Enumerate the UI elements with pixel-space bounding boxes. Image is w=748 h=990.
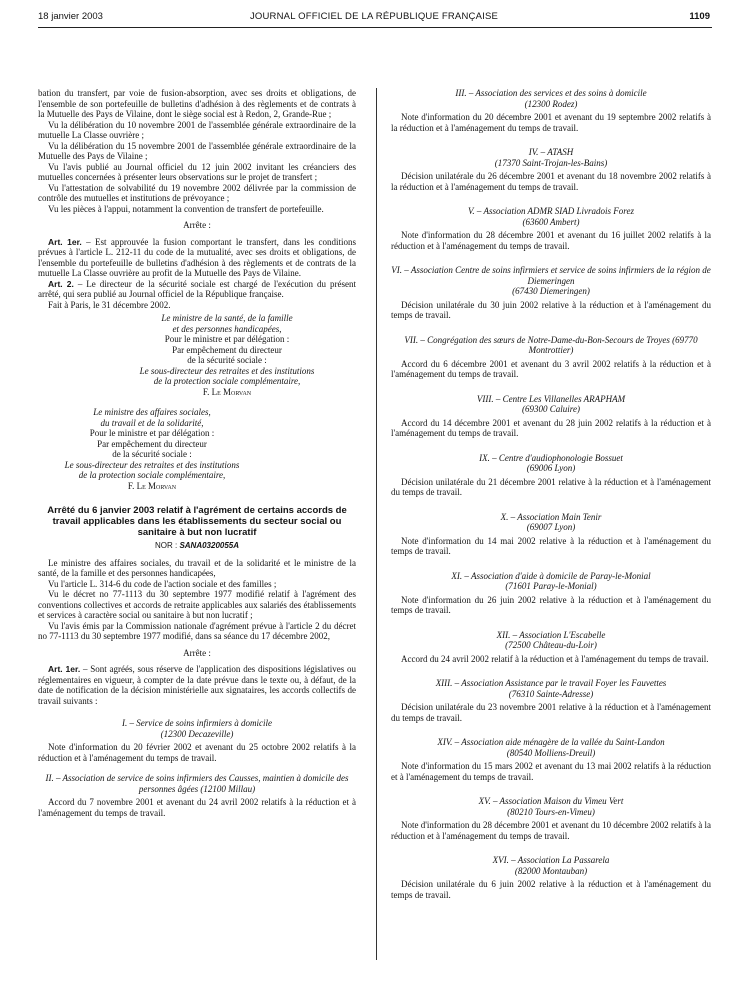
paragraph: Vu la délibération du 15 novembre 2001 de l'assemblée générale extraordinaire de la Mutuelle des Pays de Vilaine ; bbox=[38, 140, 356, 161]
page-number: 1109 bbox=[689, 11, 710, 22]
paragraph: Vu la délibération du 10 novembre 2001 de l'assemblée générale extraordinaire de la mutuelle La Classe ouvrière ; bbox=[38, 119, 356, 140]
association-name: XIV. – Association aide ménagère de la vallée du Saint-Landon bbox=[437, 737, 665, 747]
association-location: (12300 Decazeville) bbox=[160, 728, 234, 739]
association-text: Note d'information du 15 mars 2002 et avenant du 13 mai 2002 relatifs à la réduction et à l'aménagement du temps de travail. bbox=[391, 761, 711, 782]
journal-title: JOURNAL OFFICIEL DE LA RÉPUBLIQUE FRANÇAISE bbox=[249, 11, 499, 22]
sig-line: de la sécurité sociale : bbox=[112, 449, 192, 459]
association-name: IX. – Centre d'audiophonologie Bossuet bbox=[479, 452, 623, 463]
sig-line: Pour le ministre et par délégation : bbox=[89, 428, 215, 438]
header-rule bbox=[38, 27, 712, 28]
association-heading bbox=[391, 265, 711, 297]
association-heading bbox=[38, 773, 356, 794]
association-heading bbox=[391, 855, 711, 876]
association-heading bbox=[38, 718, 356, 739]
article-text: – Le directeur de la sécurité sociale est chargé de l'exécution du présent arrêté, qui sera publié au Journal officiel de la République française. bbox=[38, 278, 356, 299]
left-column bbox=[38, 88, 356, 818]
association-text: Accord du 7 novembre 2001 et avenant du 24 avril 2002 relatifs à la réduction et à l'aménagement du temps de travail. bbox=[38, 797, 356, 818]
paragraph: Vu l'article L. 314-6 du code de l'action sociale et des familles ; bbox=[48, 578, 277, 589]
sig-line: Le ministre de la santé, de la famille bbox=[161, 313, 293, 323]
paragraph: Vu l'avis publié au Journal officiel du 12 juin 2002 invitant les créanciers des mutuelles concernées à présenter leurs observations sur le projet de transfert ; bbox=[38, 161, 356, 182]
signatory-name: F. Le Morvan bbox=[202, 386, 252, 397]
association-heading bbox=[391, 88, 711, 109]
association-name: VI. – Association Centre de soins infirmiers et service de soins infirmiers de la région de Diemeringen bbox=[391, 265, 711, 286]
association-name: VIII. – Centre Les Villanelles ARAPHAM bbox=[476, 393, 626, 404]
nor-label: NOR : bbox=[154, 541, 178, 550]
association-location: (72500 Château-du-Loir) bbox=[505, 640, 597, 650]
paragraph: Le ministre des affaires sociales, du travail et de la solidarité et le ministre de la santé, de la famille et des personnes handicapées, bbox=[38, 557, 356, 578]
paragraph: bation du transfert, par voie de fusion-absorption, avec ses droits et obligations, de l'ensemble de son portefeuille de bulletins d'adhésion à des règlements et de contrats à la Mutuelle des Pays de Vilaine, dont le siège social est à Redon, 2, Grande-Rue ; bbox=[38, 88, 356, 119]
association-text: Note d'information du 28 décembre 2001 et avenant du 10 décembre 2002 relatifs à la réduction et à l'aménagement du temps de travail. bbox=[391, 820, 711, 841]
association-name: X. – Association Main Tenir bbox=[500, 511, 602, 522]
nor-reference bbox=[38, 541, 356, 552]
association-location: (12300 Rodez) bbox=[524, 98, 578, 109]
association-location: (69006 Lyon) bbox=[526, 463, 576, 473]
article-text: – Est approuvée la fusion comportant le transfert, dans les conditions prévues à l'article L. 212-11 du code de la mutualité, avec ses droits et obligations, de l'ensemble du portefeuille de bulletins d'adhésion à des règlements et de contrats de la mutuelle La Classe ouvrière au profit de la Mutuelle des Pays de Vilaine. bbox=[38, 236, 357, 278]
association-heading bbox=[391, 147, 711, 168]
association-location: (69300 Caluire) bbox=[522, 404, 580, 414]
column-divider bbox=[376, 88, 377, 960]
association-heading bbox=[391, 335, 711, 356]
association-text: Décision unilatérale du 26 décembre 2001 et avenant du 18 novembre 2002 relatifs à la réduction et à l'aménagement du temps de travail. bbox=[391, 171, 711, 192]
arrete-heading: Arrête : bbox=[183, 647, 211, 658]
association-location: (69007 Lyon) bbox=[526, 522, 576, 532]
association-heading bbox=[391, 630, 711, 651]
association-heading bbox=[391, 453, 711, 474]
article-1 bbox=[38, 237, 356, 279]
association-text: Décision unilatérale du 30 juin 2002 relative à la réduction et à l'aménagement du temps de travail. bbox=[391, 299, 711, 320]
article-1 bbox=[38, 664, 356, 706]
sig-line: Par empêchement du directeur bbox=[172, 344, 282, 355]
association-text: Décision unilatérale du 6 juin 2002 relative à la réduction et à l'aménagement du temps de travail. bbox=[391, 879, 711, 900]
sig-line: Par empêchement du directeur bbox=[97, 438, 207, 449]
fait-a-paris: Fait à Paris, le 31 décembre 2002. bbox=[48, 299, 171, 310]
header-date: 18 janvier 2003 bbox=[38, 11, 103, 22]
page-header bbox=[38, 11, 710, 25]
article-label: Art. 1er. bbox=[48, 236, 82, 247]
association-name: VII. – Congrégation des sœurs de Notre-Dame-du-Bon-Secours de Troyes (69770 Montrottier) bbox=[404, 334, 698, 355]
association-location: (80210 Tours-en-Vimeu) bbox=[507, 806, 595, 817]
association-name: II. – Association de service de soins infirmiers des Causses, maintien à domicile des personnes âgées (12100 Millau) bbox=[45, 773, 349, 794]
signature-block-1 bbox=[98, 313, 356, 397]
association-name: XII. – Association L'Escabelle bbox=[496, 629, 606, 640]
nor-code: SANA0320055A bbox=[179, 541, 240, 550]
association-heading bbox=[391, 737, 711, 758]
association-name: V. – Association ADMR SIAD Livradois Forez bbox=[468, 206, 634, 216]
association-text: Accord du 14 décembre 2001 et avenant du 28 juin 2002 relatifs à la réduction et à l'aménagement du temps de travail. bbox=[391, 417, 711, 438]
sig-line: de la protection sociale complémentaire, bbox=[78, 470, 226, 480]
paragraph: Vu le décret no 77-1113 du 30 septembre 1977 modifié relatif à l'agrément des conventions collectives et accords de retraite applicables aux salariés des établissements et services à caractère social ou sanitaire à but non lucratif ; bbox=[38, 589, 356, 620]
association-text: Accord du 24 avril 2002 relatif à la réduction et à l'aménagement du temps de travail. bbox=[401, 653, 709, 664]
sig-line: Le ministre des affaires sociales, bbox=[93, 407, 211, 417]
association-name: XVI. – Association La Passarela bbox=[492, 855, 610, 865]
paragraph: Vu l'attestation de solvabilité du 19 novembre 2002 délivrée par la commission de contrôle des mutuelles et institutions de prévoyance ; bbox=[38, 182, 356, 203]
association-text: Décision unilatérale du 21 décembre 2001 relative à la réduction et à l'aménagement du temps de travail. bbox=[391, 476, 711, 497]
association-location: (82000 Montauban) bbox=[514, 865, 588, 876]
article-text: – Sont agréés, sous réserve de l'application des dispositions législatives ou réglementaires en vigueur, à compter de la date prévue dans le texte ou, à défaut, de la date de notification de la décision ministérielle aux signataires, les accords collectifs de travail suivants : bbox=[38, 664, 357, 706]
association-location: (17370 Saint-Trojan-les-Bains) bbox=[494, 157, 608, 168]
right-column bbox=[391, 88, 711, 900]
sig-line: du travail et de la solidarité, bbox=[100, 417, 204, 428]
association-heading bbox=[391, 512, 711, 533]
association-location: (80540 Molliens-Dreuil) bbox=[506, 747, 596, 758]
association-heading bbox=[391, 796, 711, 817]
sig-line: et des personnes handicapées, bbox=[172, 323, 282, 334]
paragraph: Vu les pièces à l'appui, notamment la convention de transfert de portefeuille. bbox=[48, 203, 324, 214]
association-heading bbox=[391, 678, 711, 699]
sig-line: de la protection sociale complémentaire, bbox=[153, 376, 301, 386]
sig-line: de la sécurité sociale : bbox=[187, 355, 267, 365]
association-heading bbox=[391, 206, 711, 227]
decree-title: Arrêté du 6 janvier 2003 relatif à l'agrément de certains accords de travail applicables dans les établissements du secteur social ou sanitaire à but non lucratif bbox=[47, 505, 347, 538]
signatory-name: F. Le Morvan bbox=[127, 480, 177, 491]
association-text: Note d'information du 28 décembre 2001 et avenant du 16 juillet 2002 relatifs à la réduction et à l'aménagement du temps de travail. bbox=[391, 230, 711, 251]
article-label: Art. 1er. bbox=[48, 664, 81, 674]
association-location: (67430 Diemeringen) bbox=[512, 286, 590, 296]
association-text: Note d'information du 20 décembre 2001 et avenant du 19 septembre 2002 relatifs à la réduction et à l'aménagement du temps de travail. bbox=[391, 112, 711, 133]
article-label: Art. 2. bbox=[48, 278, 74, 289]
association-heading bbox=[391, 571, 711, 592]
association-text: Accord du 6 décembre 2001 et avenant du 3 avril 2002 relatifs à la réduction et à l'aménagement du temps de travail. bbox=[391, 358, 711, 379]
sig-line: Le sous-directeur des retraites et des institutions bbox=[139, 365, 315, 376]
signature-block-2 bbox=[38, 407, 266, 491]
association-name: XV. – Association Maison du Vimeu Vert bbox=[478, 796, 624, 806]
association-location: (71601 Paray-le-Monial) bbox=[505, 581, 597, 591]
association-name: IV. – ATASH bbox=[528, 147, 574, 157]
association-name: I. – Service de soins infirmiers à domicile bbox=[122, 718, 272, 728]
paragraph: Vu l'avis émis par la Commission nationale d'agrément prévue à l'article 2 du décret no 77-1113 du 30 septembre 1977 modifié, dans sa séance du 17 décembre 2002, bbox=[38, 620, 356, 641]
association-location: (63600 Ambert) bbox=[522, 216, 580, 227]
article-2 bbox=[38, 279, 356, 300]
association-text: Note d'information du 20 février 2002 et avenant du 25 octobre 2002 relatifs à la réduction et à l'aménagement du temps de travail. bbox=[38, 742, 356, 763]
association-text: Décision unilatérale du 23 novembre 2001 relative à la réduction et à l'aménagement du temps de travail. bbox=[391, 702, 711, 723]
association-name: III. – Association des services et des soins à domicile bbox=[455, 88, 647, 98]
arrete-heading: Arrête : bbox=[183, 220, 211, 230]
association-text: Note d'information du 26 juin 2002 relative à la réduction et à l'aménagement du temps de travail. bbox=[391, 594, 711, 615]
association-name: XI. – Association d'aide à domicile de Paray-le-Monial bbox=[451, 570, 651, 581]
association-text: Note d'information du 14 mai 2002 relative à la réduction et à l'aménagement du temps de travail. bbox=[391, 535, 711, 556]
sig-line: Le sous-directeur des retraites et des institutions bbox=[64, 459, 240, 470]
association-name: XIII. – Association Assistance par le travail Foyer les Fauvettes bbox=[435, 678, 667, 688]
association-heading bbox=[391, 394, 711, 415]
association-location: (76310 Sainte-Adresse) bbox=[508, 688, 594, 699]
sig-line: Pour le ministre et par délégation : bbox=[164, 334, 290, 344]
